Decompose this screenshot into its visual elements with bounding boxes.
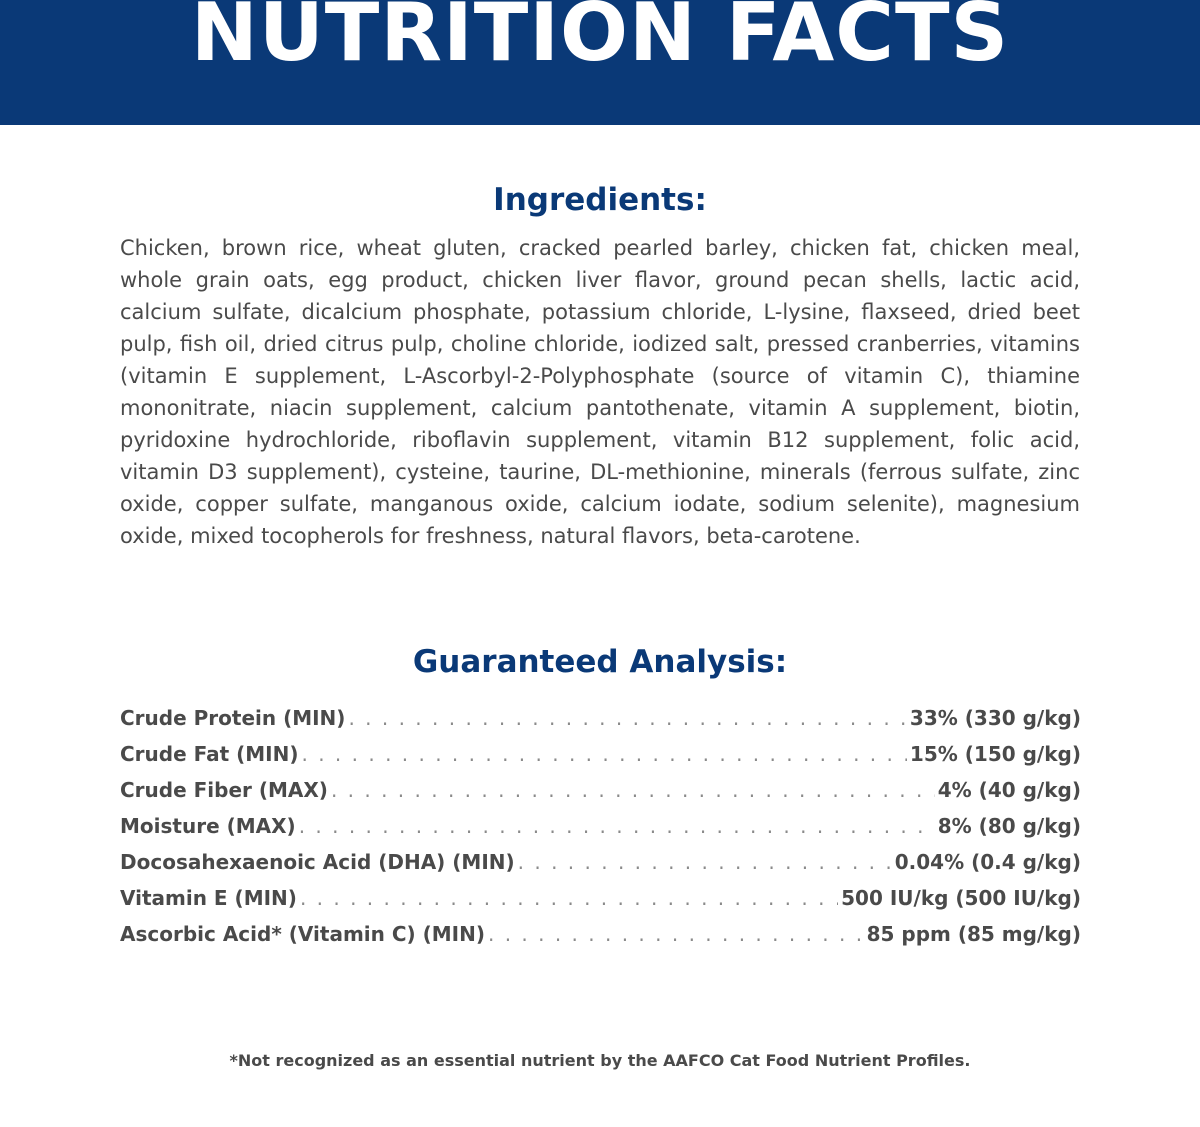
ingredients-text: Chicken, brown rice, wheat gluten, cracked pearled barley, chicken fat, chicken meal, whole grain oats, egg product, chicken liver flavor, ground pecan shells, lactic acid, calcium sulfate, dicalcium phosphate, potassium chloride, L-lysine, flaxseed, dried beet pulp, fish oil, dried citrus pulp, choline chloride, iodized salt, pressed cranberries, vitamins (vitamin E supplement, L-Ascorbyl-2-Polyphosphate (source of vitamin C), thiamine mononitrate, niacin supplement, calcium pantothenate, vitamin A supplement, biotin, pyridoxine hydrochloride, riboflavin supplement, vitamin B12 supplement, folic acid, vitamin D3 supplement), cysteine, taurine, DL-methionine, minerals (ferrous sulfate, zinc oxide, copper sulfate, manganous oxide, calcium iodate, sodium selenite), magnesium oxide, mixed tocopherols for freshness, natural flavors, beta-carotene. xyxy=(120,236,1080,548)
page-title: NUTRITION FACTS xyxy=(190,0,1010,79)
analysis-row-ascorbic-acid xyxy=(120,916,1081,952)
nutrient-label: Moisture (MAX) xyxy=(120,814,296,838)
dot-leader xyxy=(488,916,864,952)
analysis-row-vitamin-e xyxy=(120,880,1081,916)
analysis-row-crude-fat xyxy=(120,736,1081,772)
ingredients-heading: Ingredients: xyxy=(493,182,707,218)
dot-leader xyxy=(299,808,935,844)
title-banner xyxy=(0,0,1200,125)
nutrient-label: Ascorbic Acid* (Vitamin C) (MIN) xyxy=(120,922,485,946)
guaranteed-analysis-list xyxy=(120,700,1081,952)
nutrient-value: 500 IU/kg (500 IU/kg) xyxy=(841,886,1081,910)
dot-leader xyxy=(302,736,907,772)
nutrient-value: 85 ppm (85 mg/kg) xyxy=(866,922,1081,946)
dot-leader xyxy=(300,880,838,916)
nutrient-value: 4% (40 g/kg) xyxy=(937,778,1081,802)
dot-leader xyxy=(331,772,935,808)
analysis-row-crude-fiber xyxy=(120,772,1081,808)
nutrient-value: 0.04% (0.4 g/kg) xyxy=(894,850,1081,874)
nutrient-label: Crude Fat (MIN) xyxy=(120,742,299,766)
nutrient-label: Docosahexaenoic Acid (DHA) (MIN) xyxy=(120,850,515,874)
dot-leader xyxy=(518,844,892,880)
nutrient-label: Crude Fiber (MAX) xyxy=(120,778,328,802)
footnote: *Not recognized as an essential nutrient by the AAFCO Cat Food Nutrient Profiles. xyxy=(229,1051,971,1070)
nutrient-label: Crude Protein (MIN) xyxy=(120,706,346,730)
nutrient-value: 33% (330 g/kg) xyxy=(909,706,1081,730)
analysis-row-dha xyxy=(120,844,1081,880)
nutrient-value: 15% (150 g/kg) xyxy=(909,742,1081,766)
nutrient-value: 8% (80 g/kg) xyxy=(937,814,1081,838)
dot-leader xyxy=(348,700,906,736)
analysis-row-crude-protein xyxy=(120,700,1081,736)
analysis-row-moisture xyxy=(120,808,1081,844)
guaranteed-analysis-heading: Guaranteed Analysis: xyxy=(412,644,788,680)
nutrient-label: Vitamin E (MIN) xyxy=(120,886,297,910)
